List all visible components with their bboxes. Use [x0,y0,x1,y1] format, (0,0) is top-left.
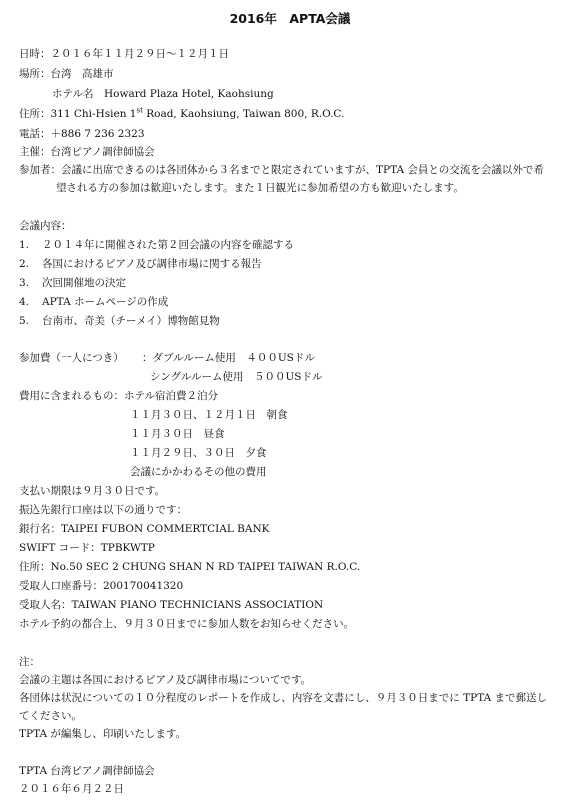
signature-org: TPTA 台湾ピアノ調律師協会 [19,765,155,777]
place-hotel: ホテル名 Howard Plaza Hotel, Kaohsiung [52,88,274,100]
included-item: １１月２９日、３０日 夕食 [130,447,267,459]
notes-line: てください。 [19,710,82,722]
agenda-item-text: 次回開催地の決定 [42,277,126,289]
fee-label: 参加費（一人につき） [19,352,124,364]
agenda-item-num: 4. [19,296,30,308]
agenda-item-text: 台南市、奇美（チーメイ）博物館見物 [42,315,220,327]
included-item: １１月３０日、１２月１日 朝食 [130,409,288,421]
place-city: 場所：台湾 高雄市 [19,68,114,80]
agenda-item-num: 2. [19,258,30,270]
notes-line: 各団体は状況についての１０分程度のレポートを作成し、内容を文書にし、９月３０日までに TPTA まで郵送し [19,692,548,704]
signature-date: ２０１６年６月２２日 [19,783,124,795]
agenda-item-num: 1. [19,239,30,251]
agenda-item-text: 各国におけるピアノ及び調律市場に関する報告 [42,258,262,270]
account-number: 受取人口座番号：200170041320 [19,580,184,592]
payment-deadline: 支払い期限は９月３０日です。 [19,485,166,497]
bank-intro: 振込先銀行口座は以下の通りです： [19,504,187,516]
agenda-item-num: 5. [19,315,30,327]
address-text-rest: Road, Kaohsiung, Taiwan 800, R.O.C. [142,108,345,120]
fee-single-room: シングルルーム使用 ５００USドル [150,371,323,383]
participants-line: 参加者：会議に出席できるのは各団体から３名までと限定されていますが、TPTA 会員との交流を会議以外で希 [19,164,544,176]
bank-name: 銀行名：TAIPEI FUBON COMMERTCIAL BANK [19,523,270,535]
hotel-reservation-note: ホテル予約の都合上、９月３０日までに参加人数をお知らせください。 [19,618,355,630]
bank-address: 住所：No.50 SEC 2 CHUNG SHAN N RD TAIPEI TAIWAN R.O.C. [19,561,361,573]
notes-heading: 注： [19,656,40,668]
document-title: 2016年 APTA会議 [229,11,351,26]
address-superscript: st [136,106,143,115]
agenda-item-num: 3. [19,277,30,289]
host-line: 主催：台湾ピアノ調律師協会 [19,146,155,158]
agenda-item-text: ２０１４年に開催された第２回会議の内容を確認する [42,239,294,251]
notes-line: 会議の主題は各国におけるピアノ及び調律市場についてです。 [19,674,312,686]
agenda-heading: 会議内容： [19,220,72,232]
included-item: １１月３０日 昼食 [130,428,225,440]
account-holder: 受取人名：TAIWAN PIANO TECHNICIANS ASSOCIATION [19,599,324,611]
swift-code: SWIFT コード：TPBKWTP [19,542,155,554]
fee-double-room: ：ダブルルーム使用 ４００USドル [142,352,315,364]
included-item: 会議にかかわるその他の費用 [130,466,267,478]
notes-line: TPTA が編集し、印刷いたします。 [19,728,187,740]
participants-line-cont: 望される方の参加は歓迎いたします。また１日観光に参加希望の方も歓迎いたします。 [56,182,464,194]
included-label: 費用に含まれるもの：ホテル宿泊費２泊分 [19,390,218,402]
date-line: 日時：２０１６年１１月２９日〜１２月１日 [19,48,229,60]
agenda-item-text: APTA ホームページの作成 [42,296,169,308]
phone-line: 電話：＋886 7 236 2323 [19,128,145,140]
address-line [19,106,344,122]
address-text: 住所：311 Chi-Hsien 1 [19,108,137,120]
